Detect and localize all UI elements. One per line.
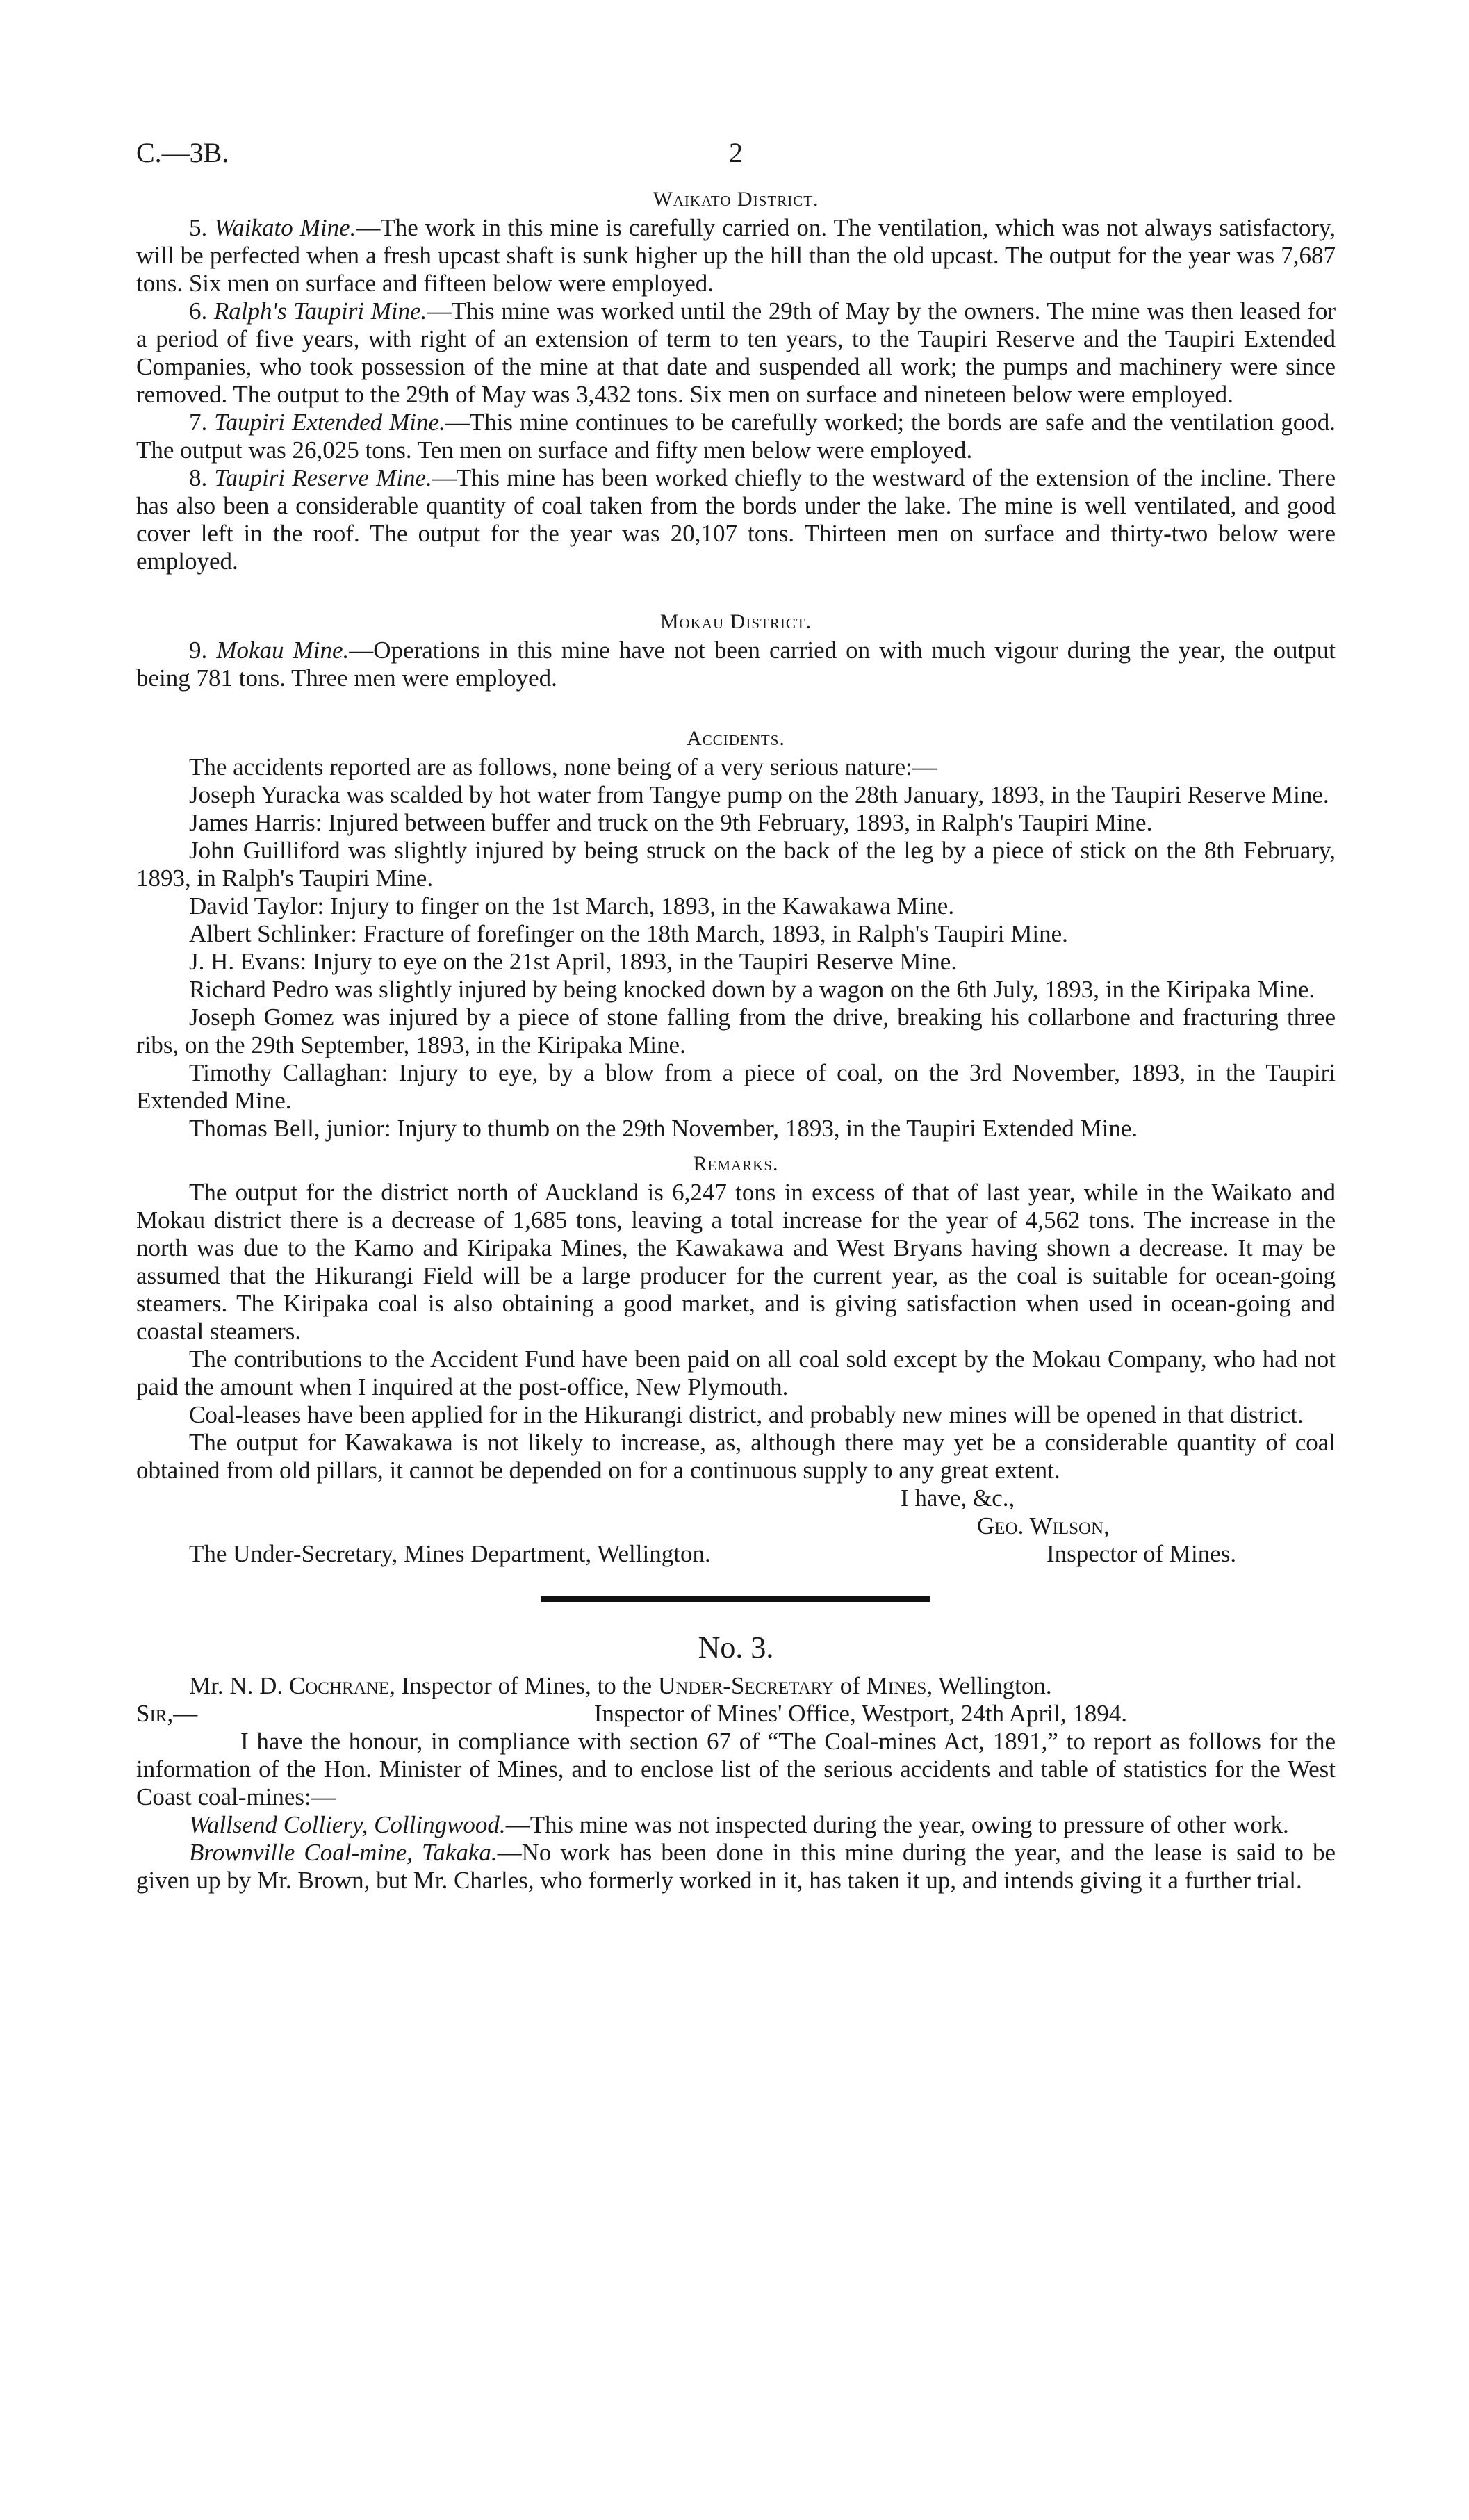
signature-addressee: The Under-Secretary, Mines Department, Wellington. [189, 1540, 711, 1567]
page-number: 2 [729, 137, 743, 168]
paragraph-brownville: Brownville Coal-mine, Takaka.—No work has been done in this mine during the year, and the lease is said to be given up by Mr. Brown, but Mr. Charles, who formerly worked in it, has taken it up, and intends giving it a further trial. [136, 1839, 1336, 1894]
remarks-paragraph: The output for Kawakawa is not likely to increase, as, although there may yet be a considerable quantity of coal obtained from old pillars, it cannot be depended on for a continuous supply to any great extent. [136, 1429, 1336, 1484]
letter-number: No. 3. [698, 1630, 774, 1664]
accident-item: Richard Pedro was slightly injured by being knocked down by a wagon on the 6th July, 1893, in the Kiripaka Mine. [189, 976, 1315, 1003]
letter-heading: Mr. N. D. Cochrane, Inspector of Mines, to the Under-Secretary of Mines, Wellington. [189, 1672, 1052, 1699]
accident-item: The accidents reported are as follows, none being of a very serious nature:— [189, 753, 937, 780]
salutation: Sir,— [136, 1700, 198, 1727]
accident-item: John Guilliford was slightly injured by being struck on the back of the leg by a piece of stick on the 8th February, 1893, in Ralph's Taupiri Mine. [136, 837, 1336, 892]
accidents-list [136, 753, 1336, 1143]
page-header [136, 136, 1336, 178]
paragraph-waikato-mine: 5. Waikato Mine.—The work in this mine is carefully carried on. The ventilation, which was not always satisfactory, will be perfected when a fresh upcast shaft is sunk higher up the hill than the old upcast. The output for the year was 7,687 tons. Six men on surface and fifteen below were employed. [136, 214, 1336, 297]
remarks-heading: Remarks. [693, 1152, 779, 1175]
letter-intro: I have the honour, in compliance with section 67 of “The Coal-mines Act, 1891,” to report as follows for the information of the Hon. Minister of Mines, and to enclose list of the serious accidents and table of statistics for the West Coast coal-mines:— [136, 1728, 1336, 1810]
mokau-heading: Mokau District. [659, 610, 812, 633]
salutation-line [136, 1700, 1336, 1728]
accident-item: Albert Schlinker: Fracture of forefinger on the 18th March, 1893, in Ralph's Taupiri Mine. [189, 920, 1068, 947]
remarks-paragraph: The output for the district north of Auckland is 6,247 tons in excess of that of last year, while in the Waikato and Mokau district there is a decrease of 1,685 tons, leaving a total increase for the year of 4,562 tons. The increase in the north was due to the Kamo and Kiripaka Mines, the Kawakawa and West Bryans having shown a decrease. It may be assumed that the Hikurangi Field will be a large producer for the current year, as the coal is suitable for ocean-going steamers. The Kiripaka coal is also obtaining a good market, and is giving satisfaction when used in ocean-going and coastal steamers. [136, 1179, 1336, 1345]
signature-name: Geo. Wilson, [977, 1512, 1110, 1539]
document-page [136, 136, 1336, 1895]
paragraph-wallsend: Wallsend Colliery, Collingwood.—This mine was not inspected during the year, owing to pressure of other work. [189, 1811, 1289, 1838]
signature-title: Inspector of Mines. [1047, 1540, 1237, 1567]
signature-block [136, 1484, 1336, 1568]
document-reference: C.—3B. [136, 137, 229, 168]
paragraph-mokau-mine: 9. Mokau Mine.—Operations in this mine have not been carried on with much vigour during the year, the output being 781 tons. Three men were employed. [136, 637, 1336, 692]
signature-closing: I have, &c., [901, 1484, 1015, 1512]
accident-item: Joseph Gomez was injured by a piece of stone falling from the drive, breaking his collarbone and fracturing three ribs, on the 29th September, 1893, in the Kiripaka Mine. [136, 1004, 1336, 1058]
paragraph-taupiri-reserve: 8. Taupiri Reserve Mine.—This mine has been worked chiefly to the westward of the extension of the incline. There has also been a considerable quantity of coal taken from the bords under the lake. The mine is well ventilated, and good cover left in the roof. The output for the year was 20,107 tons. Thirteen men on surface and thirty-two below were employed. [136, 464, 1336, 575]
accident-item: David Taylor: Injury to finger on the 1st March, 1893, in the Kawakawa Mine. [189, 892, 955, 919]
section-divider [541, 1596, 930, 1602]
accident-item: Joseph Yuracka was scalded by hot water from Tangye pump on the 28th January, 1893, in the Taupiri Reserve Mine. [189, 781, 1329, 808]
dateline: Inspector of Mines' Office, Westport, 24th April, 1894. [593, 1700, 1127, 1727]
accident-item: James Harris: Injured between buffer and truck on the 9th February, 1893, in Ralph's Taupiri Mine. [189, 809, 1153, 836]
accident-item: Thomas Bell, junior: Injury to thumb on the 29th November, 1893, in the Taupiri Extended Mine. [189, 1115, 1138, 1142]
paragraph-ralphs-taupiri: 6. Ralph's Taupiri Mine.—This mine was worked until the 29th of May by the owners. The mine was then leased for a period of five years, with right of an extension of term to ten years, to the Taupiri Reserve and the Taupiri Extended Companies, who took possession of the mine at that date and suspended all work; the pumps and machinery were since removed. The output to the 29th of May was 3,432 tons. Six men on surface and nineteen below were employed. [136, 297, 1336, 408]
remarks-paragraph: Coal-leases have been applied for in the Hikurangi district, and probably new mines will be opened in that district. [189, 1401, 1304, 1428]
accident-item: Timothy Callaghan: Injury to eye, by a blow from a piece of coal, on the 3rd November, 1893, in the Taupiri Extended Mine. [136, 1059, 1336, 1114]
accidents-heading: Accidents. [687, 727, 785, 750]
waikato-heading: Waikato District. [653, 188, 819, 211]
paragraph-taupiri-extended: 7. Taupiri Extended Mine.—This mine continues to be carefully worked; the bords are safe and the ventilation good. The output was 26,025 tons. Ten men on surface and fifty men below were employed. [136, 409, 1336, 464]
accident-item: J. H. Evans: Injury to eye on the 21st April, 1893, in the Taupiri Reserve Mine. [189, 948, 958, 975]
remarks-paragraph: The contributions to the Accident Fund have been paid on all coal sold except by the Mokau Company, who had not paid the amount when I inquired at the post-office, New Plymouth. [136, 1345, 1336, 1400]
